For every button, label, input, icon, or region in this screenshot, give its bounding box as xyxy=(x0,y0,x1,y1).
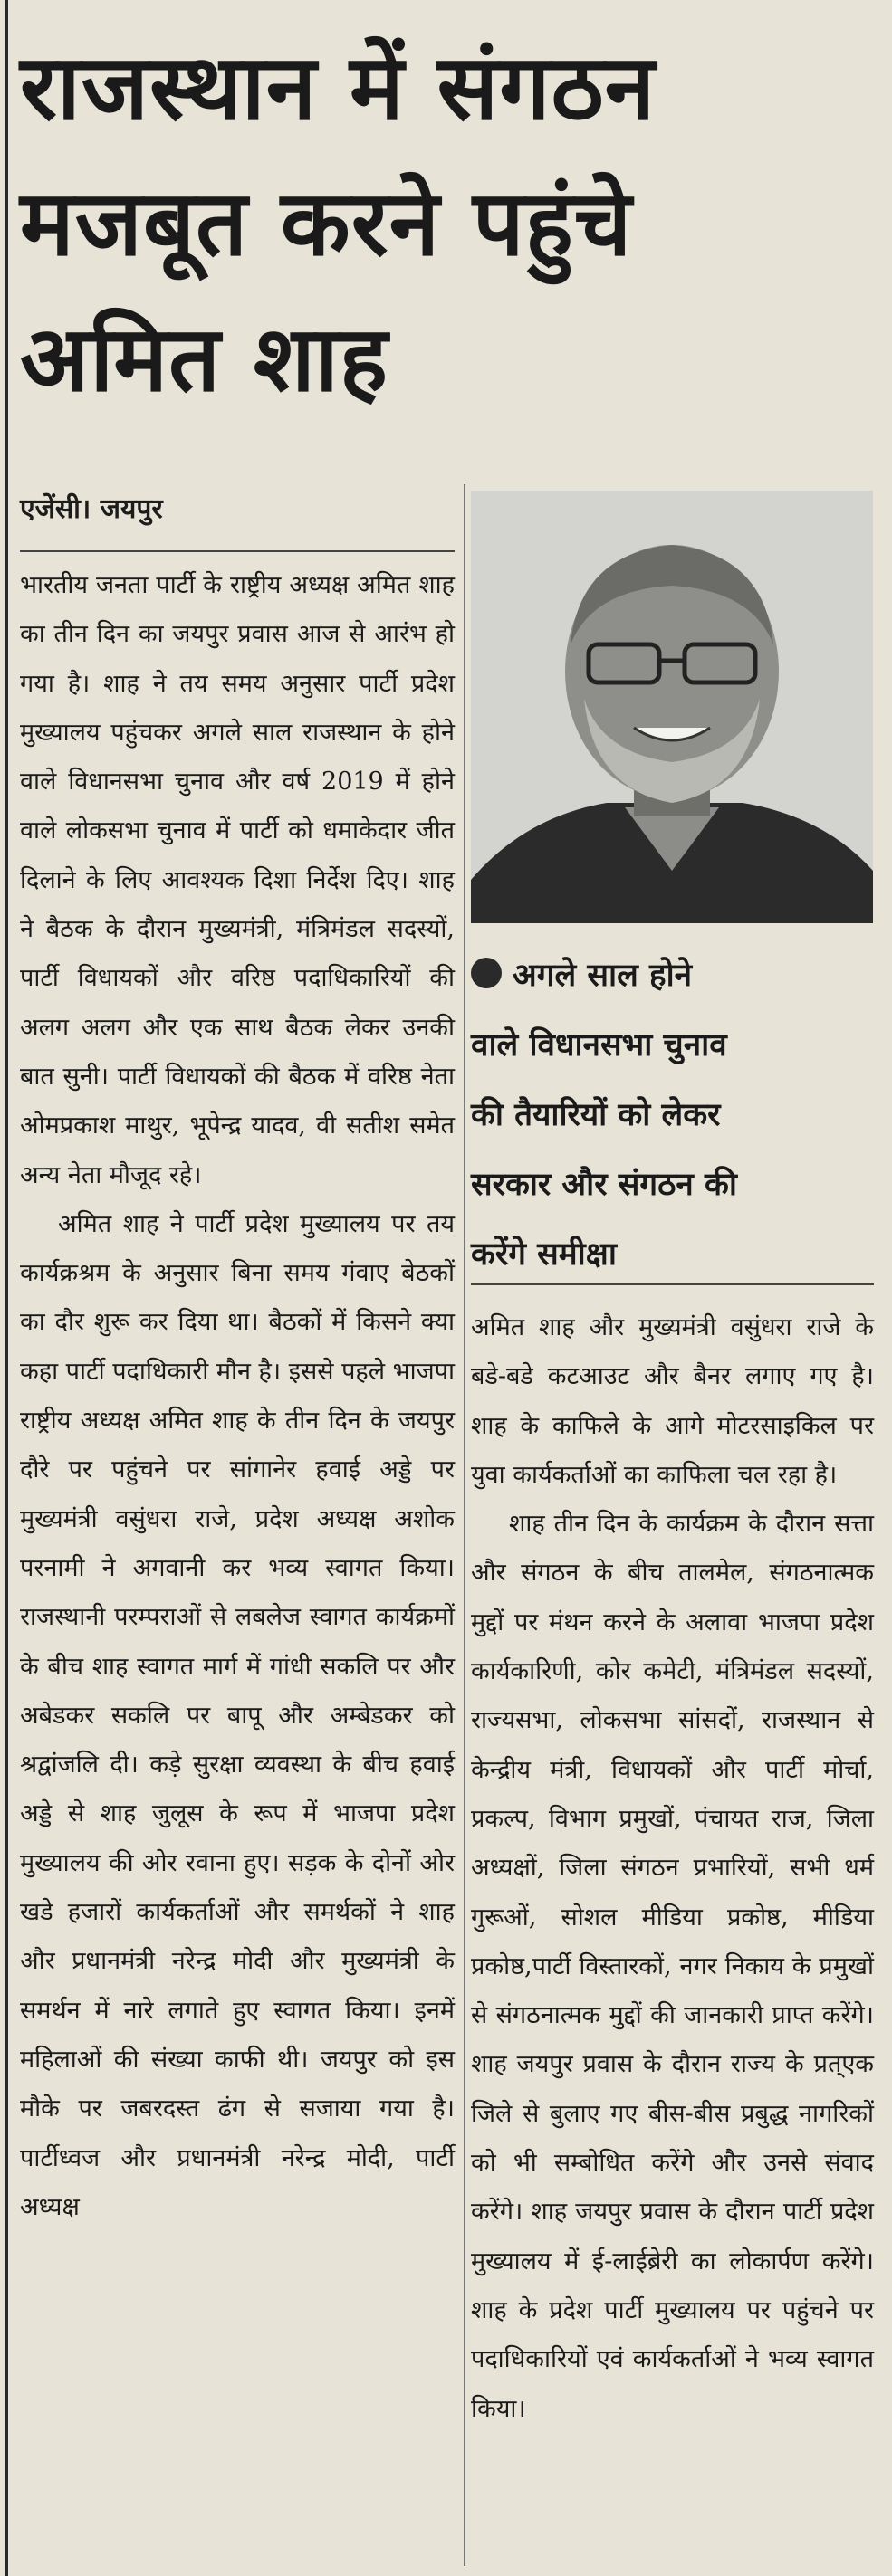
divider xyxy=(20,550,455,552)
pull-quote-line: की तैयारियों को लेकर xyxy=(471,1097,721,1133)
bullet-icon xyxy=(471,958,502,988)
pull-quote-line: वाले विधानसभा चुनाव xyxy=(471,1027,727,1064)
headline-line: मजबूत करने पहुंचे xyxy=(20,170,633,276)
margin-rule xyxy=(5,0,8,2576)
headline-line: राजस्थान में संगठन xyxy=(20,34,657,140)
headline-line: अमित शाह xyxy=(20,306,388,412)
article-paragraph: शाह तीन दिन के कार्यक्रम के दौरान सत्ता और संगठन के बीच तालमेल, संगठनात्मक मुद्दों पर मंथन करने के अलावा भाजपा प्रदेश कार्यकारिणी, कोर कमेटी, मंत्रिमंडल सदस्यों, राज्यसभा, लोकसभा सांसदों, राजस्थान से केन्द्रीय मंत्री, विधायकों और पार्टी मोर्चा, प्रकल्प, विभाग प्रमुखों, पंचायत राज, जिला अध्यक्षों, जिला संगठन प्रभारियों, सभी धर्म गुरूओं, सोशल मीडिया प्रकोष्ठ, मीडिया प्रकोष्ठ,पार्टी विस्तारकों, नगर निकाय के प्रमुखों से संगठनात्मक मुद्दों की जानकारी प्राप्त करेंगे। शाह जयपुर प्रवास के दौरान राज्य के प्रत्एक जिले से बुलाए गए बीस-बीस प्रबुद्ध नागरिकों को भी सम्बोधित करेंगे और उनसे संवाद करेंगे। शाह जयपुर प्रवास के दौरान पार्टी प्रदेश मुख्यालय में ई-लाईब्रेरी का लोकार्पण करेंगे। शाह के प्रदेश पार्टी मुख्यालय पर पहुंचने पर पदाधिकारियों एवं कार्यकर्ताओं ने भव्य स्वागत किया। xyxy=(471,1510,874,2423)
pull-quote-text: अगले साल होने xyxy=(513,958,693,994)
article-column-right xyxy=(471,1303,874,2434)
column-divider xyxy=(464,484,465,2566)
portrait-photo xyxy=(471,491,873,923)
article-paragraph: भारतीय जनता पार्टी के राष्ट्रीय अध्यक्ष अमित शाह का तीन दिन का जयपुर प्रवास आज से आरंभ हो गया है। शाह ने तय समय अनुसार पार्टी प्रदेश मुख्यालय पहुंचकर अगले साल राजस्थान के होने वाले विधानसभा चुनाव और वर्ष 2019 में होने वाले लोकसभा चुनाव में पार्टी को धमाकेदार जीत दिलाने के लिए आवश्यक दिशा निर्देश दिए। शाह ने बैठक के दौरान मुख्यमंत्री, मंत्रिमंडल सदस्यों, पार्टी विधायकों और वरिष्ठ पदाधिकारियों की अलग अलग और एक साथ बैठक लेकर उनकी बात सुनी। पार्टी विधायकों की बैठक में वरिष्ठ नेता ओमप्रकाश माथुर, भूपेन्द्र यादव, वी सतीश समेत अन्य नेता मौजूद रहे। xyxy=(20,571,455,1189)
divider xyxy=(471,1283,874,1285)
pull-quote-line: सरकार और संगठन की xyxy=(471,1167,737,1203)
article-paragraph: अमित शाह और मुख्यमंत्री वसुंधरा राजे के बडे-बडे कटआउट और बैनर लगाए गए है। शाह के काफिले के आगे मोटरसाइकिल पर युवा कार्यकर्ताओं का काफिला चल रहा है। xyxy=(471,1313,874,1489)
headline xyxy=(20,20,871,427)
dateline: एजेंसी। जयपुर xyxy=(20,493,163,525)
article-paragraph: अमित शाह ने पार्टी प्रदेश मुख्यालय पर तय कार्यक्रश्रम के अनुसार बिना समय गंवाए बेठकों का दौर शुरू कर दिया था। बैठकों में किसने क्या कहा पार्टी पदाधिकारी मौन है। इससे पहले भाजपा राष्ट्रीय अध्यक्ष अमित शाह के तीन दिन के जयपुर दौरे पर पहुंचने पर सांगानेर हवाई अड्डे पर मुख्यमंत्री वसुंधरा राजे, प्रदेश अध्यक्ष अशोक परनामी ने अगवानी कर भव्य स्वागत किया। राजस्थानी परम्पराओं से लबलेज स्वागत कार्यक्रमों के बीच शाह स्वागत मार्ग में गांधी सकलि पर और अबेडकर सकलि पर बापू और अम्बेडकर को श्रद्वांजलि दी। कड़े सुरक्षा व्यवस्था के बीच हवाई अड्डे से शाह जुलूस के रूप में भाजपा प्रदेश मुख्यालय की ओर रवाना हुए। सड़क के दोनों ओर खडे हजारों कार्यकर्ताओं और समर्थकों ने शाह और प्रधानमंत्री नरेन्द्र मोदी और मुख्यमंत्री के समर्थन में नारे लगाते हुए स्वागत किया। इनमें महिलाओं की संख्या काफी थी। जयपुर को इस मौके पर जबरदस्त ढंग से सजाया गया है। पार्टीध्वज और प्रधानमंत्री नरेन्द्र मोदी, पार्टी अध्यक्ष xyxy=(20,1209,455,2221)
pull-quote-line xyxy=(471,941,874,1011)
portrait-illustration xyxy=(471,491,873,923)
article-column-left xyxy=(20,561,455,2232)
pull-quote xyxy=(471,941,874,1290)
pull-quote-line: करेंगे समीक्षा xyxy=(471,1236,617,1273)
